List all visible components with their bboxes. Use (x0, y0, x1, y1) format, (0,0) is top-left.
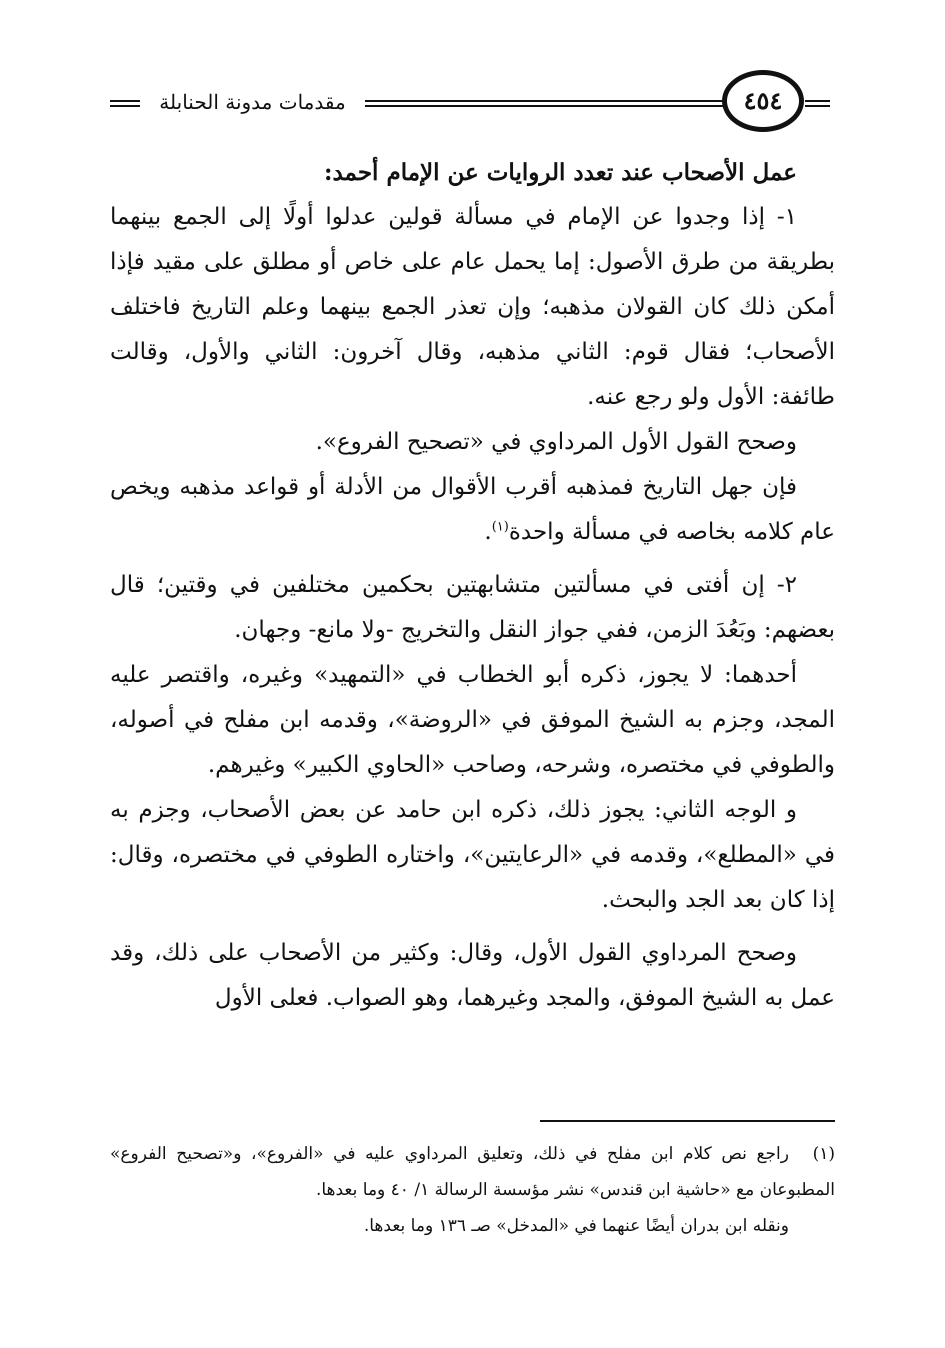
main-text (110, 150, 835, 1021)
page-number: ٤٥٤ (722, 70, 804, 132)
paragraph-2: وصحح القول الأول المرداوي في «تصحيح الفروع». (315, 429, 797, 455)
running-title: مقدمات مدونة الحنابلة (159, 90, 346, 114)
paragraph-6: و الوجه الثاني: يجوز ذلك، ذكره ابن حامد عن بعض الأصحاب، وجزم به في «المطلع»، وقدمه في «الرعايتين»، واختاره الطوفي في مختصره، وقال: إذا كان بعد الجد والبحث. (110, 797, 835, 913)
footnote-divider (540, 1120, 835, 1122)
paragraph-3-end: . (484, 519, 492, 545)
footnote-reference: (١) (491, 519, 509, 535)
paragraph-5: أحدهما: لا يجوز، ذكره أبو الخطاب في «التمهيد» وغيره، واقتصر عليه المجد، وجزم به الشيخ الموفق في «الروضة»، وقدمه ابن مفلح في أصوله، والطوفي في مختصره، وشرحه، وصاحب «الحاوي الكبير» وغيرهم. (110, 662, 835, 778)
header-rule-middle (365, 100, 725, 107)
footnotes (110, 1136, 835, 1244)
footnote-1-continuation: ونقله ابن بدران أيضًا عنهما في «المدخل» صـ ١٣٦ وما بعدها. (363, 1216, 789, 1236)
header-rule-left (110, 100, 140, 107)
footnote-1-text: راجع نص كلام ابن مفلح في ذلك، وتعليق المرداوي عليه في «الفروع»، و«تصحيح الفروع» المطبوعان مع «حاشية ابن قندس» نشر مؤسسة الرسالة ١/ ٤٠ وما بعدها. (110, 1144, 835, 1200)
paragraph-4: ٢- إن أفتى في مسألتين متشابهتين بحكمين مختلفين في وقتين؛ قال بعضهم: وبَعُدَ الزمن، ففي جواز النقل والتخريج -ولا مانع- وجهان. (110, 572, 835, 643)
paragraph-3 (110, 465, 835, 555)
footnote-mark: (١) (812, 1144, 835, 1164)
paragraph-7: وصحح المرداوي القول الأول، وقال: وكثير من الأصحاب على ذلك، وقد عمل به الشيخ الموفق، والمجد وغيرهما، وهو الصواب. فعلى الأول (110, 940, 835, 1011)
paragraph-3-text: فإن جهل التاريخ فمذهبه أقرب الأقوال من الأدلة أو قواعد مذهبه ويخص عام كلامه بخاصه في مسألة واحدة (110, 474, 835, 545)
paragraph-1: ١- إذا وجدوا عن الإمام في مسألة قولين عدلوا أولًا إلى الجمع بينهما بطريقة من طرق الأصول: إما يحمل عام على خاص أو مطلق على مقيد فإذا أمكن ذلك كان القولان مذهبه؛ وإن تعذر الجمع بينهما وعلم التاريخ فاختلف الأصحاب؛ فقال قوم: الثاني مذهبه، وقال آخرون: الثاني والأول، وقالت طائفة: الأول ولو رجع عنه. (110, 204, 835, 410)
header-rule-right (805, 100, 830, 107)
footnote-1 (110, 1136, 835, 1208)
section-heading: عمل الأصحاب عند تعدد الروايات عن الإمام أحمد: (323, 159, 797, 186)
